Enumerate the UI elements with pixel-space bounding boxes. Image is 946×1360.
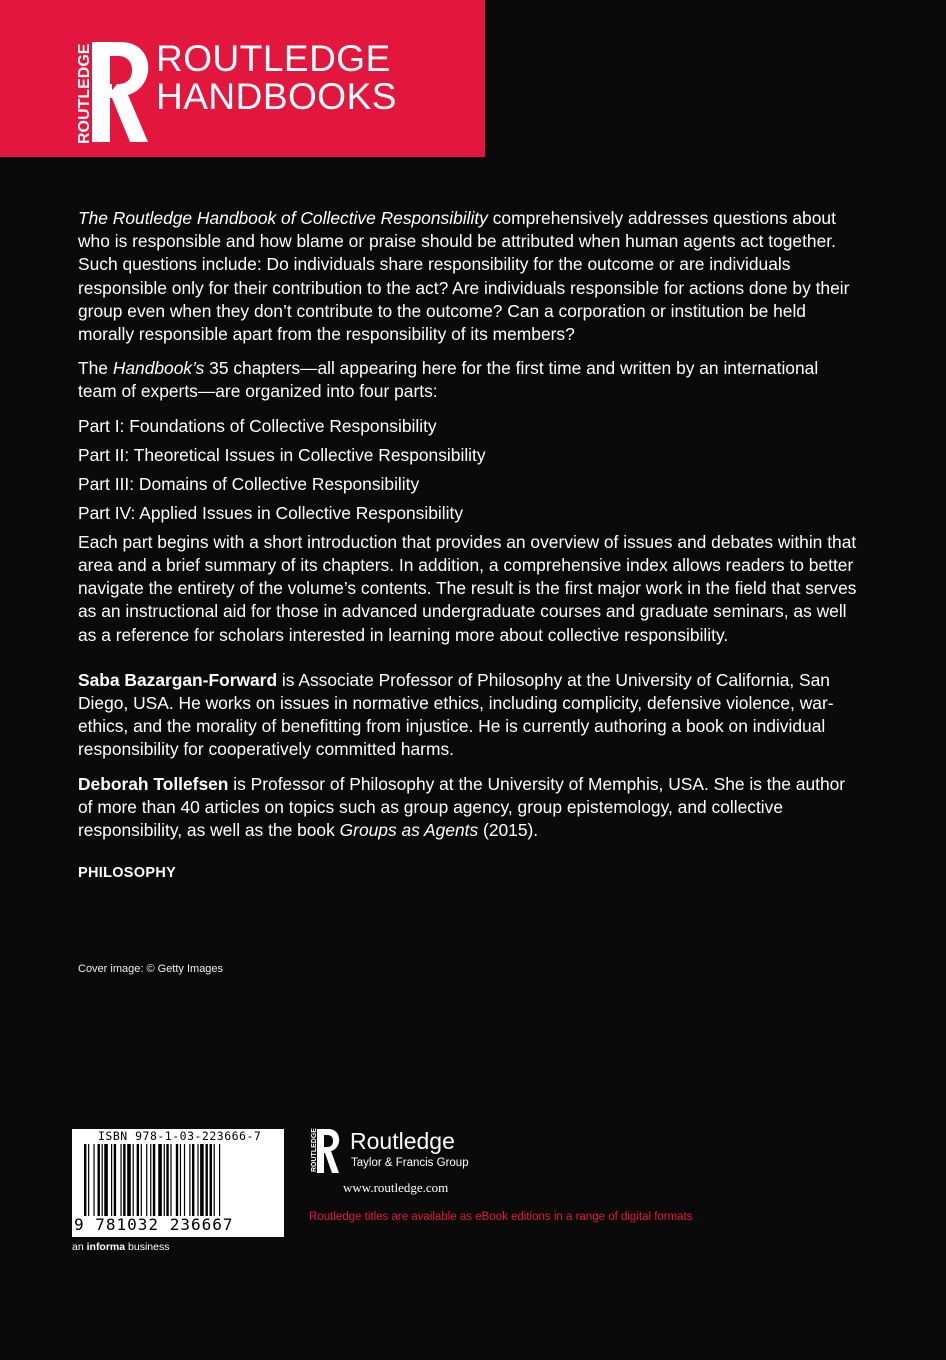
publisher-group: Taylor & Francis Group (351, 1157, 469, 1169)
blurb-paragraph-1 (78, 207, 858, 346)
informa-business (72, 1241, 169, 1253)
series-title-line1: ROUTLEDGE (156, 38, 391, 79)
author-bio-2 (78, 773, 858, 843)
para2-rest: 35 chapters—all appearing here for the first time and written by an international team of experts—are organized into four parts: (78, 358, 819, 402)
isbn-barcode (72, 1129, 284, 1237)
book-title: The Routledge Handbook of Collective Responsibility (78, 208, 488, 228)
publisher-vertical-text: ROUTLEDGE (311, 1128, 318, 1172)
informa-bold: informa (86, 1241, 126, 1253)
cover-credit: Cover image: © Getty Images (78, 963, 224, 975)
ebook-note: Routledge titles are available as eBook editions in a range of digital formats (309, 1211, 693, 1223)
part-item: Part II: Theoretical Issues in Collective Responsibility (78, 444, 486, 465)
barcode-digits: 9 781032 236667 (74, 1215, 234, 1234)
author2-text: is Professor of Philosophy at the University of Memphis, USA. She is the author of more than 40 articles on topics such as group agency, group epistemology, and collective responsibility, as well as the book (78, 773, 846, 841)
publisher-name: Routledge (350, 1128, 455, 1154)
informa-prefix: an (72, 1241, 87, 1253)
publisher-url[interactable]: www.routledge.com (343, 1180, 449, 1195)
barcode-bars-icon (82, 1144, 276, 1216)
series-title-line2: HANDBOOKS (156, 76, 397, 117)
author1-name: Saba Bazargan-Forward (78, 669, 278, 690)
parts-list (78, 415, 858, 525)
author2-name: Deborah Tollefsen (78, 773, 229, 794)
series-banner (0, 0, 485, 157)
part-item: Part III: Domains of Collective Responsibility (78, 473, 420, 494)
author2-end: (2015). (478, 820, 539, 841)
informa-suffix: business (125, 1241, 170, 1253)
blurb-paragraph-2 (78, 357, 858, 403)
para2-italic: Handbook’s (112, 358, 205, 379)
blurb-paragraph-3: Each part begins with a short introduction that provides an overview of issues and debates within that area and a brief summary of its chapters. In addition, a comprehensive index allows readers to better navigate the entirety of the volume’s contents. The result is the first major work in the field that serves as an instructional aid for those in advanced undergraduate courses and graduate seminars, as well as a reference for scholars interested in learning more about collective responsibility. (78, 531, 857, 645)
banner-vertical-text: ROUTLEDGE (76, 43, 93, 144)
author2-book: Groups as Agents (339, 820, 479, 841)
author-bio-1 (78, 669, 858, 762)
blurb-paragraph-1-text: comprehensively addresses questions about who is responsible and how blame or praise should be attributed when human agents act together. Such questions include: Do individuals share responsibility for the outcome or are individuals responsible only for their contribution to the act? Are individuals responsible for actions done by their group even when they don’t contribute to the outcome? Can a corporation or institution be held morally responsible apart from the responsibility of its members? (78, 208, 850, 345)
isbn-text: ISBN 978-1-03-223666-7 (98, 1129, 262, 1143)
blurb (78, 207, 858, 896)
subject-category: PHILOSOPHY (78, 865, 177, 882)
author1-text: is Associate Professor of Philosophy at the University of California, San Diego, USA. He works on issues in normative ethics, including complicity, defensive violence, war-ethics, and the morality of benefitting from injustice. He is currently authoring a book on individual responsibility for cooperatively committed harms. (78, 669, 834, 760)
part-item: Part I: Foundations of Collective Responsibility (78, 415, 437, 436)
para2-start: The (78, 358, 113, 379)
part-item: Part IV: Applied Issues in Collective Responsibility (78, 502, 464, 523)
series-title (156, 40, 397, 116)
